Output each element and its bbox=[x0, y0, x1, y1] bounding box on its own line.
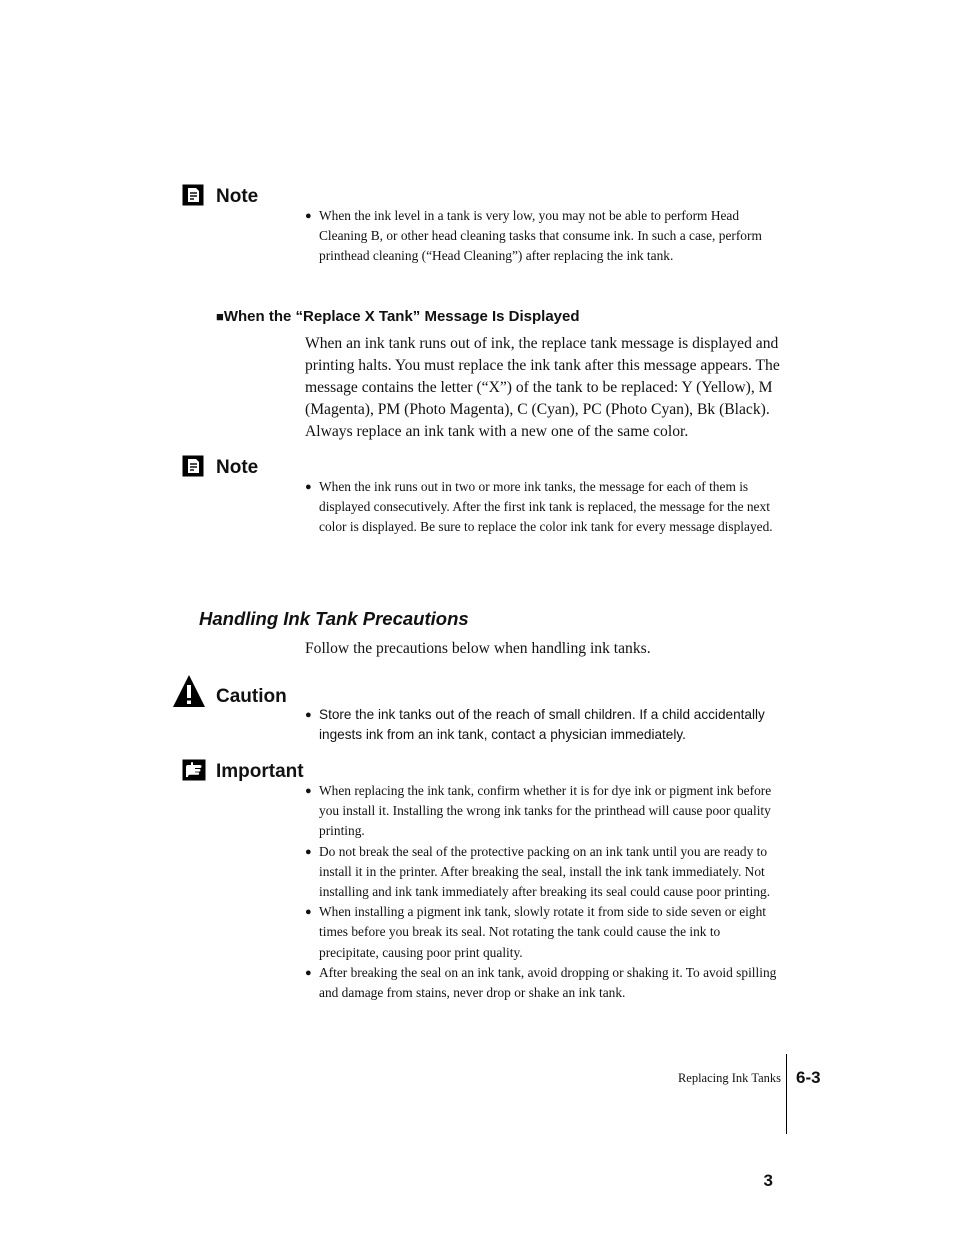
section-intro: Follow the precautions below when handling ink tanks. bbox=[305, 640, 651, 657]
caution-list bbox=[305, 705, 783, 745]
page-number: 3 bbox=[763, 1171, 773, 1190]
subsection-heading: ■When the “Replace X Tank” Message Is Displayed bbox=[216, 308, 580, 325]
section-title: Handling Ink Tank Precautions bbox=[199, 608, 469, 629]
list-item: ● When the ink level in a tank is very low, you may not be able to perform Head Cleaning B, or other head cleaning tasks that consume ink. In such a case, perform printhead cleaning (“Head Cleaning”) after replacing the ink tank. bbox=[305, 208, 762, 264]
important-label: Important bbox=[216, 761, 304, 782]
list-item: ● Store the ink tanks out of the reach of small children. If a child accidentally ingests ink from an ink tank, contact a physician immediately. bbox=[305, 707, 765, 743]
bullet-icon: ● bbox=[305, 785, 312, 797]
footer-chapter-title: Replacing Ink Tanks bbox=[677, 1071, 781, 1085]
list-item: ● After breaking the seal on an ink tank, avoid dropping or shaking it. To avoid spilling and damage from stains, never drop or shake an ink tank. bbox=[305, 964, 777, 1001]
footer-divider bbox=[786, 1054, 787, 1134]
list-item: ● When installing a pigment ink tank, slowly rotate it from side to side seven or eight times before you break its seal. Not rotating the tank could cause the ink to precipitate, causing poor print quality. bbox=[305, 904, 767, 960]
bullet-icon: ● bbox=[305, 481, 312, 493]
note-1-list bbox=[305, 206, 783, 267]
footer-page-ref: 6-3 bbox=[796, 1068, 821, 1087]
square-bullet-icon: ■ bbox=[216, 309, 224, 324]
note-2-list bbox=[305, 477, 783, 538]
note-icon bbox=[182, 455, 204, 477]
bullet-icon: ● bbox=[305, 906, 312, 919]
important-list bbox=[305, 781, 783, 1003]
important-hand-icon bbox=[182, 759, 204, 781]
note-label: Note bbox=[216, 457, 259, 478]
caution-triangle-icon bbox=[172, 674, 206, 708]
bullet-icon: ● bbox=[305, 966, 312, 979]
note-label: Note bbox=[216, 186, 259, 207]
list-item: ● Do not break the seal of the protective packing on an ink tank until you are ready to install it in the printer. After breaking the seal, install the ink tank immediately. Not installing and ink tank immediately after breaking its seal could cause poor printing. bbox=[305, 843, 771, 900]
caution-label: Caution bbox=[216, 686, 287, 707]
bullet-icon: ● bbox=[305, 210, 312, 222]
note-icon bbox=[182, 184, 204, 206]
list-item: ● When replacing the ink tank, confirm whether it is for dye ink or pigment ink before you install it. Installing the wrong ink tanks for the printhead will cause poor quality printing. bbox=[305, 783, 772, 839]
subsection-body: When an ink tank runs out of ink, the replace tank message is displayed and printing halts. You must replace the ink tank after this message appears. The message contains the letter (“X”) of the tank to be replaced: Y (Yellow), M (Magenta), PM (Photo Magenta), C (Cyan), PC (Photo Cyan), Bk (Black). Always replace an ink tank with a new one of the same color. bbox=[305, 335, 780, 440]
bullet-icon: ● bbox=[305, 709, 312, 721]
list-item: ● When the ink runs out in two or more ink tanks, the message for each of them is displayed consecutively. After the first ink tank is replaced, the message for the next color is displayed. Be sure to replace the color ink tank for every message displayed. bbox=[305, 479, 773, 535]
bullet-icon: ● bbox=[305, 845, 312, 858]
